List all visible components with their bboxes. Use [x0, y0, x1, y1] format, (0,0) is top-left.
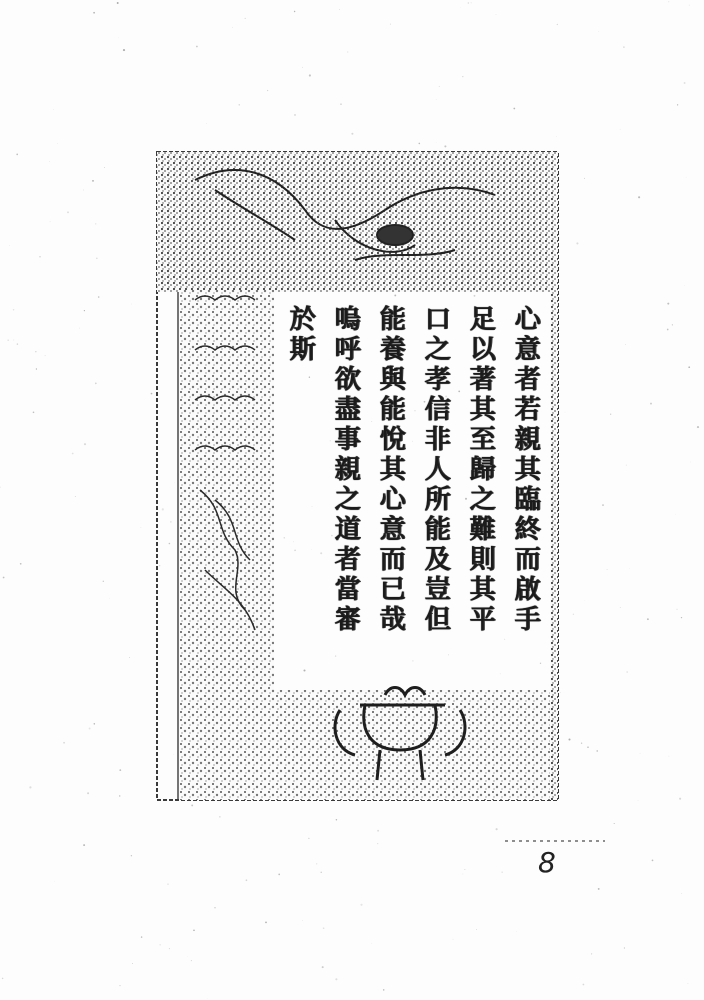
speckle: [565, 412, 566, 413]
speckle: [650, 403, 652, 405]
speckle: [351, 133, 353, 135]
speckle: [335, 978, 337, 980]
speckle: [49, 161, 50, 162]
speckle: [679, 798, 681, 800]
speckle: [50, 221, 51, 222]
speckle: [13, 309, 15, 311]
speckle: [214, 907, 215, 908]
speckle: [98, 296, 100, 298]
speckle: [67, 211, 69, 213]
speckle: [302, 920, 303, 921]
speckle: [584, 178, 585, 179]
speckle: [620, 607, 621, 608]
speckle: [629, 568, 630, 569]
speckle: [131, 855, 132, 856]
speckle: [697, 426, 699, 428]
speckle: [96, 257, 98, 259]
speckle: [583, 984, 585, 986]
speckle: [219, 816, 220, 817]
speckle: [668, 1, 669, 2]
speckle: [75, 496, 76, 497]
speckle: [103, 581, 104, 582]
speckle: [677, 609, 678, 610]
speckle: [39, 256, 40, 257]
text-column-1: 心意者若親其臨終而啟手: [510, 305, 540, 635]
speckle: [688, 366, 690, 368]
speckle: [7, 339, 9, 341]
speckle: [9, 245, 10, 246]
speckle: [462, 76, 463, 77]
speckle: [602, 504, 604, 506]
speckle: [206, 123, 207, 124]
speckle: [104, 167, 105, 168]
speckle: [573, 614, 574, 615]
speckle: [57, 143, 58, 144]
speckle: [119, 795, 120, 796]
speckle: [436, 99, 437, 100]
speckle: [418, 143, 420, 145]
speckle: [196, 46, 198, 48]
speckle: [681, 893, 682, 894]
speckle: [45, 355, 46, 356]
speckle: [383, 989, 385, 991]
speckle: [464, 869, 465, 870]
speckle: [624, 947, 625, 948]
speckle: [598, 888, 600, 890]
speckle: [72, 453, 74, 455]
speckle: [686, 177, 687, 178]
speckle: [53, 109, 54, 110]
speckle: [95, 223, 96, 224]
speckle: [626, 465, 627, 466]
speckle: [453, 939, 454, 940]
speckle: [117, 2, 119, 4]
speckle: [20, 563, 22, 565]
speckle: [160, 944, 161, 945]
speckle: [294, 114, 295, 115]
speckle: [627, 671, 628, 672]
text-column-3: 口之孝信非人所能及豈但: [420, 305, 450, 635]
speckle: [320, 872, 321, 873]
speckle: [167, 883, 168, 884]
top-ornament-band: [157, 152, 558, 292]
speckle: [640, 753, 641, 754]
speckle: [568, 738, 570, 740]
speckle: [191, 804, 193, 806]
speckle: [476, 929, 477, 930]
speckle: [129, 657, 130, 658]
speckle: [140, 527, 141, 528]
page-number: 8: [538, 846, 556, 879]
speckle: [169, 948, 170, 949]
speckle: [16, 154, 18, 156]
speckle: [439, 86, 440, 87]
speckle: [309, 74, 311, 76]
speckle: [84, 443, 86, 445]
speckle: [87, 792, 89, 794]
speckle: [652, 860, 654, 862]
speckle: [265, 922, 267, 924]
speckle: [294, 11, 295, 12]
speckle: [2, 978, 4, 980]
speckle: [232, 27, 233, 28]
speckle: [390, 24, 391, 25]
speckle: [0, 487, 1, 488]
speckle: [33, 411, 35, 413]
speckle: [463, 874, 464, 875]
speckle: [109, 598, 110, 599]
speckle: [83, 844, 85, 846]
speckle: [360, 904, 362, 906]
speckle: [84, 310, 85, 311]
speckle: [610, 414, 611, 415]
speckle: [623, 46, 625, 48]
speckle: [587, 746, 589, 748]
speckle: [323, 927, 325, 929]
speckle: [496, 14, 497, 15]
speckle: [36, 368, 37, 369]
speckle: [681, 617, 682, 618]
speckle: [123, 49, 125, 51]
speckle: [377, 843, 378, 844]
right-ornament-strip: [550, 152, 558, 800]
speckle: [119, 985, 120, 986]
speckle: [336, 819, 337, 820]
speckle: [372, 943, 373, 944]
speckle: [581, 743, 582, 744]
speckle: [638, 196, 640, 198]
speckle: [557, 24, 558, 25]
speckle: [556, 136, 557, 137]
speckle: [3, 577, 5, 579]
speckle: [684, 285, 685, 286]
speckle: [63, 742, 65, 744]
speckle: [684, 82, 686, 84]
speckle: [95, 382, 97, 384]
speckle: [625, 344, 626, 345]
speckle: [29, 786, 31, 788]
speckle: [17, 343, 18, 344]
speckle: [667, 329, 669, 331]
speckle: [93, 12, 95, 14]
speckle: [308, 838, 309, 839]
speckle: [620, 129, 621, 130]
text-column-5: 嗚呼欲盡事親之道者當審: [330, 305, 360, 635]
speckle: [672, 324, 673, 325]
speckle: [278, 874, 280, 876]
speckle: [89, 728, 91, 730]
speckle: [191, 960, 192, 961]
speckle: [444, 145, 446, 147]
speckle: [238, 104, 240, 106]
speckle: [246, 879, 248, 881]
speckle: [267, 90, 268, 91]
speckle: [689, 5, 690, 6]
speckle: [13, 340, 14, 341]
speckle: [513, 108, 515, 110]
speckle: [576, 242, 578, 244]
speckle: [339, 9, 340, 10]
page-number-rule: [505, 840, 605, 842]
speckle: [141, 936, 142, 937]
speckle: [687, 983, 688, 984]
speckle: [79, 328, 80, 329]
speckle: [54, 881, 55, 882]
speckle: [377, 830, 379, 832]
speckle: [667, 303, 669, 305]
speckle: [245, 18, 246, 19]
speckle: [591, 953, 592, 954]
speckle: [669, 756, 670, 757]
speckle: [496, 828, 498, 830]
speckle: [302, 67, 303, 68]
text-column-2: 足以著其至歸之難則其平: [465, 305, 495, 635]
speckle: [614, 823, 615, 824]
speckle: [677, 104, 678, 105]
speckle: [35, 351, 36, 352]
speckle: [647, 618, 649, 620]
speckle: [502, 872, 503, 873]
text-column-6: 於斯: [285, 305, 315, 365]
speckle: [638, 801, 639, 802]
speckle: [607, 569, 608, 570]
text-panel: [270, 305, 550, 680]
speckle: [119, 769, 121, 771]
speckle: [132, 963, 133, 964]
speckle: [322, 966, 324, 968]
speckle: [94, 723, 95, 724]
speckle: [596, 750, 597, 751]
speckle: [468, 2, 469, 3]
speckle: [471, 3, 472, 4]
speckle: [193, 930, 195, 932]
speckle: [316, 863, 317, 864]
speckle: [83, 190, 84, 191]
speckle: [340, 103, 341, 104]
speckle: [151, 393, 153, 395]
speckle: [118, 37, 119, 38]
speckle: [92, 180, 94, 182]
speckle: [347, 52, 348, 53]
left-ornament-band: [179, 290, 274, 760]
text-column-4: 能養與能悅其心意而已哉: [375, 305, 405, 635]
speckle: [560, 692, 561, 693]
